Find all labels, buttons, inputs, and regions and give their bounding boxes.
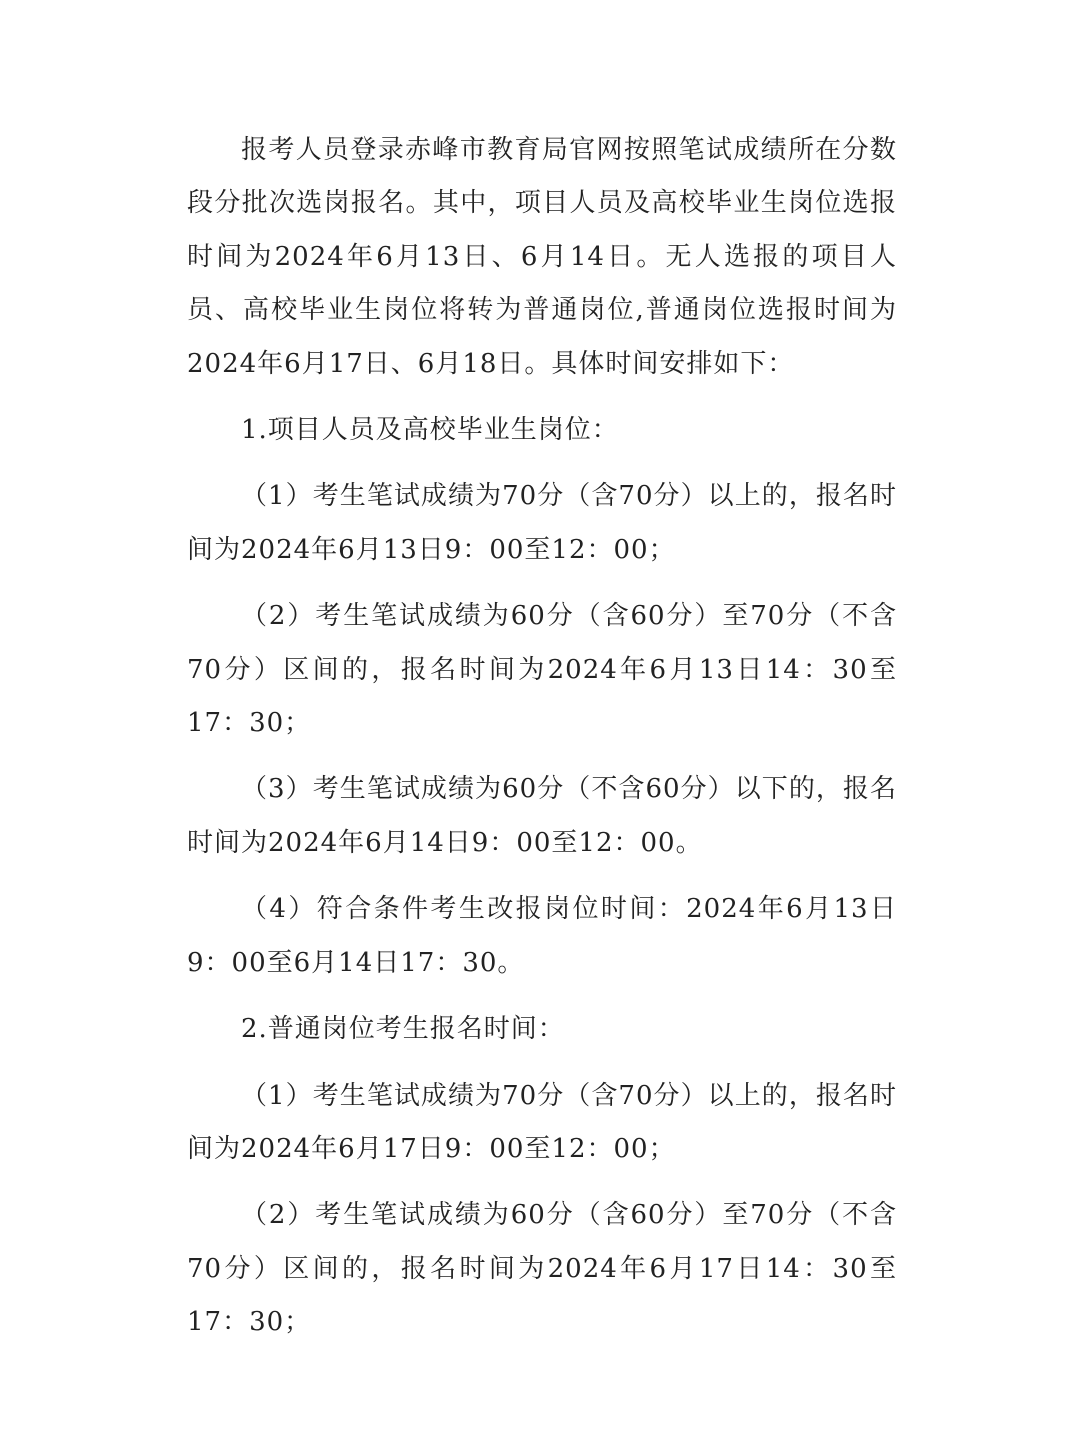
section-1-item-4: （4）符合条件考生改报岗位时间：2024年6月13日9：00至6月14日17：30。 — [187, 894, 897, 978]
section-1-item-1: （1）考生笔试成绩为70分（含70分）以上的，报名时间为2024年6月13日9：00至12：00； — [187, 481, 897, 565]
section-1-item-2: （2）考生笔试成绩为60分（含60分）至70分（不含70分）区间的，报名时间为2024年6月13日14：30至17：30； — [187, 601, 897, 739]
intro-paragraph: 报考人员登录赤峰市教育局官网按照笔试成绩所在分数段分批次选岗报名。其中，项目人员及高校毕业生岗位选报时间为2024年6月13日、6月14日。无人选报的项目人员、高校毕业生岗位将转为普通岗位,普通岗位选报时间为2024年6月17日、6月18日。具体时间安排如下： — [187, 135, 897, 379]
section-2-item-2: （2）考生笔试成绩为60分（含60分）至70分（不含70分）区间的，报名时间为2024年6月17日14：30至17：30； — [187, 1200, 897, 1338]
section-1-heading: 1.项目人员及高校毕业生岗位： — [241, 415, 619, 446]
section-1-item-3: （3）考生笔试成绩为60分（不含60分）以下的，报名时间为2024年6月14日9：00至12：00。 — [187, 774, 897, 858]
section-2-heading: 2.普通岗位考生报名时间： — [241, 1014, 565, 1045]
document-body — [187, 124, 897, 1350]
section-2-item-1: （1）考生笔试成绩为70分（含70分）以上的，报名时间为2024年6月17日9：00至12：00； — [187, 1080, 897, 1164]
